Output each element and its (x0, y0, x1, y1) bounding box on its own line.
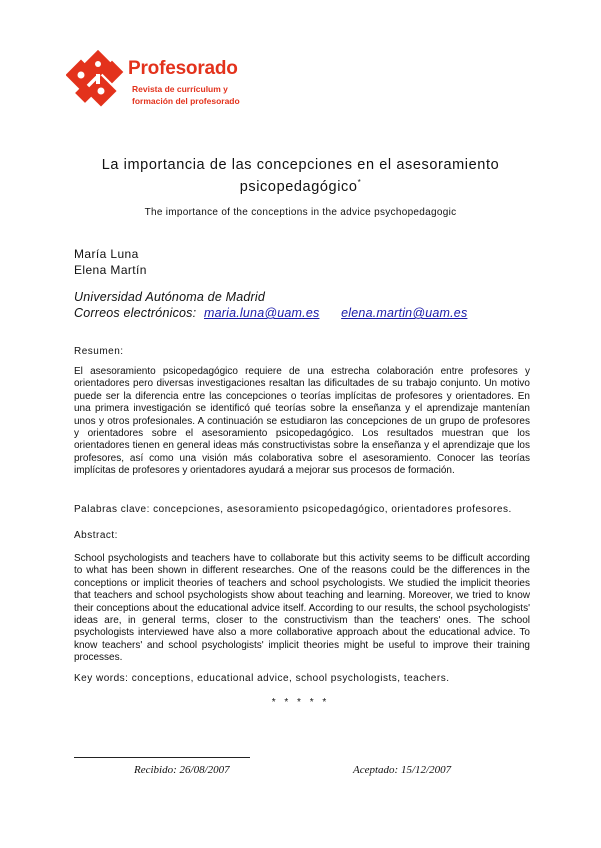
key-words-text: conceptions, educational advice, school psychologists, teachers. (131, 673, 450, 684)
journal-name: Profesorado (128, 58, 238, 79)
key-words-label: Key words: (74, 673, 129, 684)
footnote-mark: * (357, 178, 362, 187)
emails-label: Correos electrónicos: (74, 306, 197, 320)
abstract-heading: Abstract: (74, 530, 118, 541)
received-date: Recibido: 26/08/2007 (134, 764, 230, 776)
section-separator: * * * * * (271, 697, 330, 708)
author-2: Elena Martín (74, 263, 147, 277)
palabras-clave (74, 504, 512, 515)
article-title-line-1: La importancia de las concepciones en el asesoramiento (101, 157, 500, 173)
journal-tagline-1: Revista de currículum y (132, 84, 228, 94)
article-title (40, 156, 561, 196)
resumen-text: El asesoramiento psicopedagógico requiere de una estrecha colaboración entre profesores y orientadores pero diversas investigaciones resaltan las dificultades de su trabajo conjunto. Un motivo puede ser la diferencia entre las concepciones o teorías implícitas de profesores y orientadores. En una primera investigación se identificó qué teorías sobre la enseñanza y el aprendizaje mantenían unos y otros profesionales. A continuación se estudiaron las concepciones de un grupo de profesores y orientadores sobre el asesoramiento psicopedagógico. Los resultados muestran que los orientadores tienen en general ideas más constructivistas sobre la enseñanza y el aprendizaje que los profesores, así como una visión más colaborativa sobre el asesoramiento. Conocer las teorías implícitas de profesores y orientadores ayudará a mejorar sus procesos de formación. (74, 366, 530, 477)
footnote-rule (74, 757, 250, 758)
abstract-text: School psychologists and teachers have to collaborate but this activity seems to be difficult according to what has been shown in different researches. One of the reasons could be the differences in the conceptions or implicit theories of teachers and school psychologists. We studied the implicit theories that teachers and school psychologists show about teaching and learning. Moreover, we tried to know their conceptions about the educational advice itself. According to our results, the school psychologists' ideas are, in general terms, closer to the constructivism than the teachers' ones. The school psychologists interviewed have also a more collaborative approach about the educational advice. To know teachers' and school psychologists' implicit theories might be useful to improve their training processes. (74, 553, 530, 664)
palabras-clave-text: concepciones, asesoramiento psicopedagógico, orientadores profesores. (153, 504, 512, 515)
article-subtitle: The importance of the conceptions in the advice psychopedagogic (144, 207, 457, 218)
emails-line (74, 306, 467, 320)
article-title-line-2 (40, 174, 561, 196)
article-title-line-2-text: psicopedagógico (239, 178, 358, 195)
key-words (74, 673, 449, 684)
affiliation: Universidad Autónoma de Madrid (74, 290, 266, 304)
journal-tagline-2: formación del profesorado (132, 96, 240, 106)
email-link-2[interactable]: elena.martin@uam.es (341, 306, 468, 320)
email-link-1[interactable]: maria.luna@uam.es (204, 306, 320, 320)
accepted-date: Aceptado: 15/12/2007 (353, 764, 452, 776)
journal-logo-icon (66, 50, 126, 120)
journal-logo (66, 50, 256, 120)
resumen-heading: Resumen: (74, 346, 124, 357)
palabras-clave-label: Palabras clave: (74, 504, 150, 515)
author-1: María Luna (74, 247, 139, 261)
